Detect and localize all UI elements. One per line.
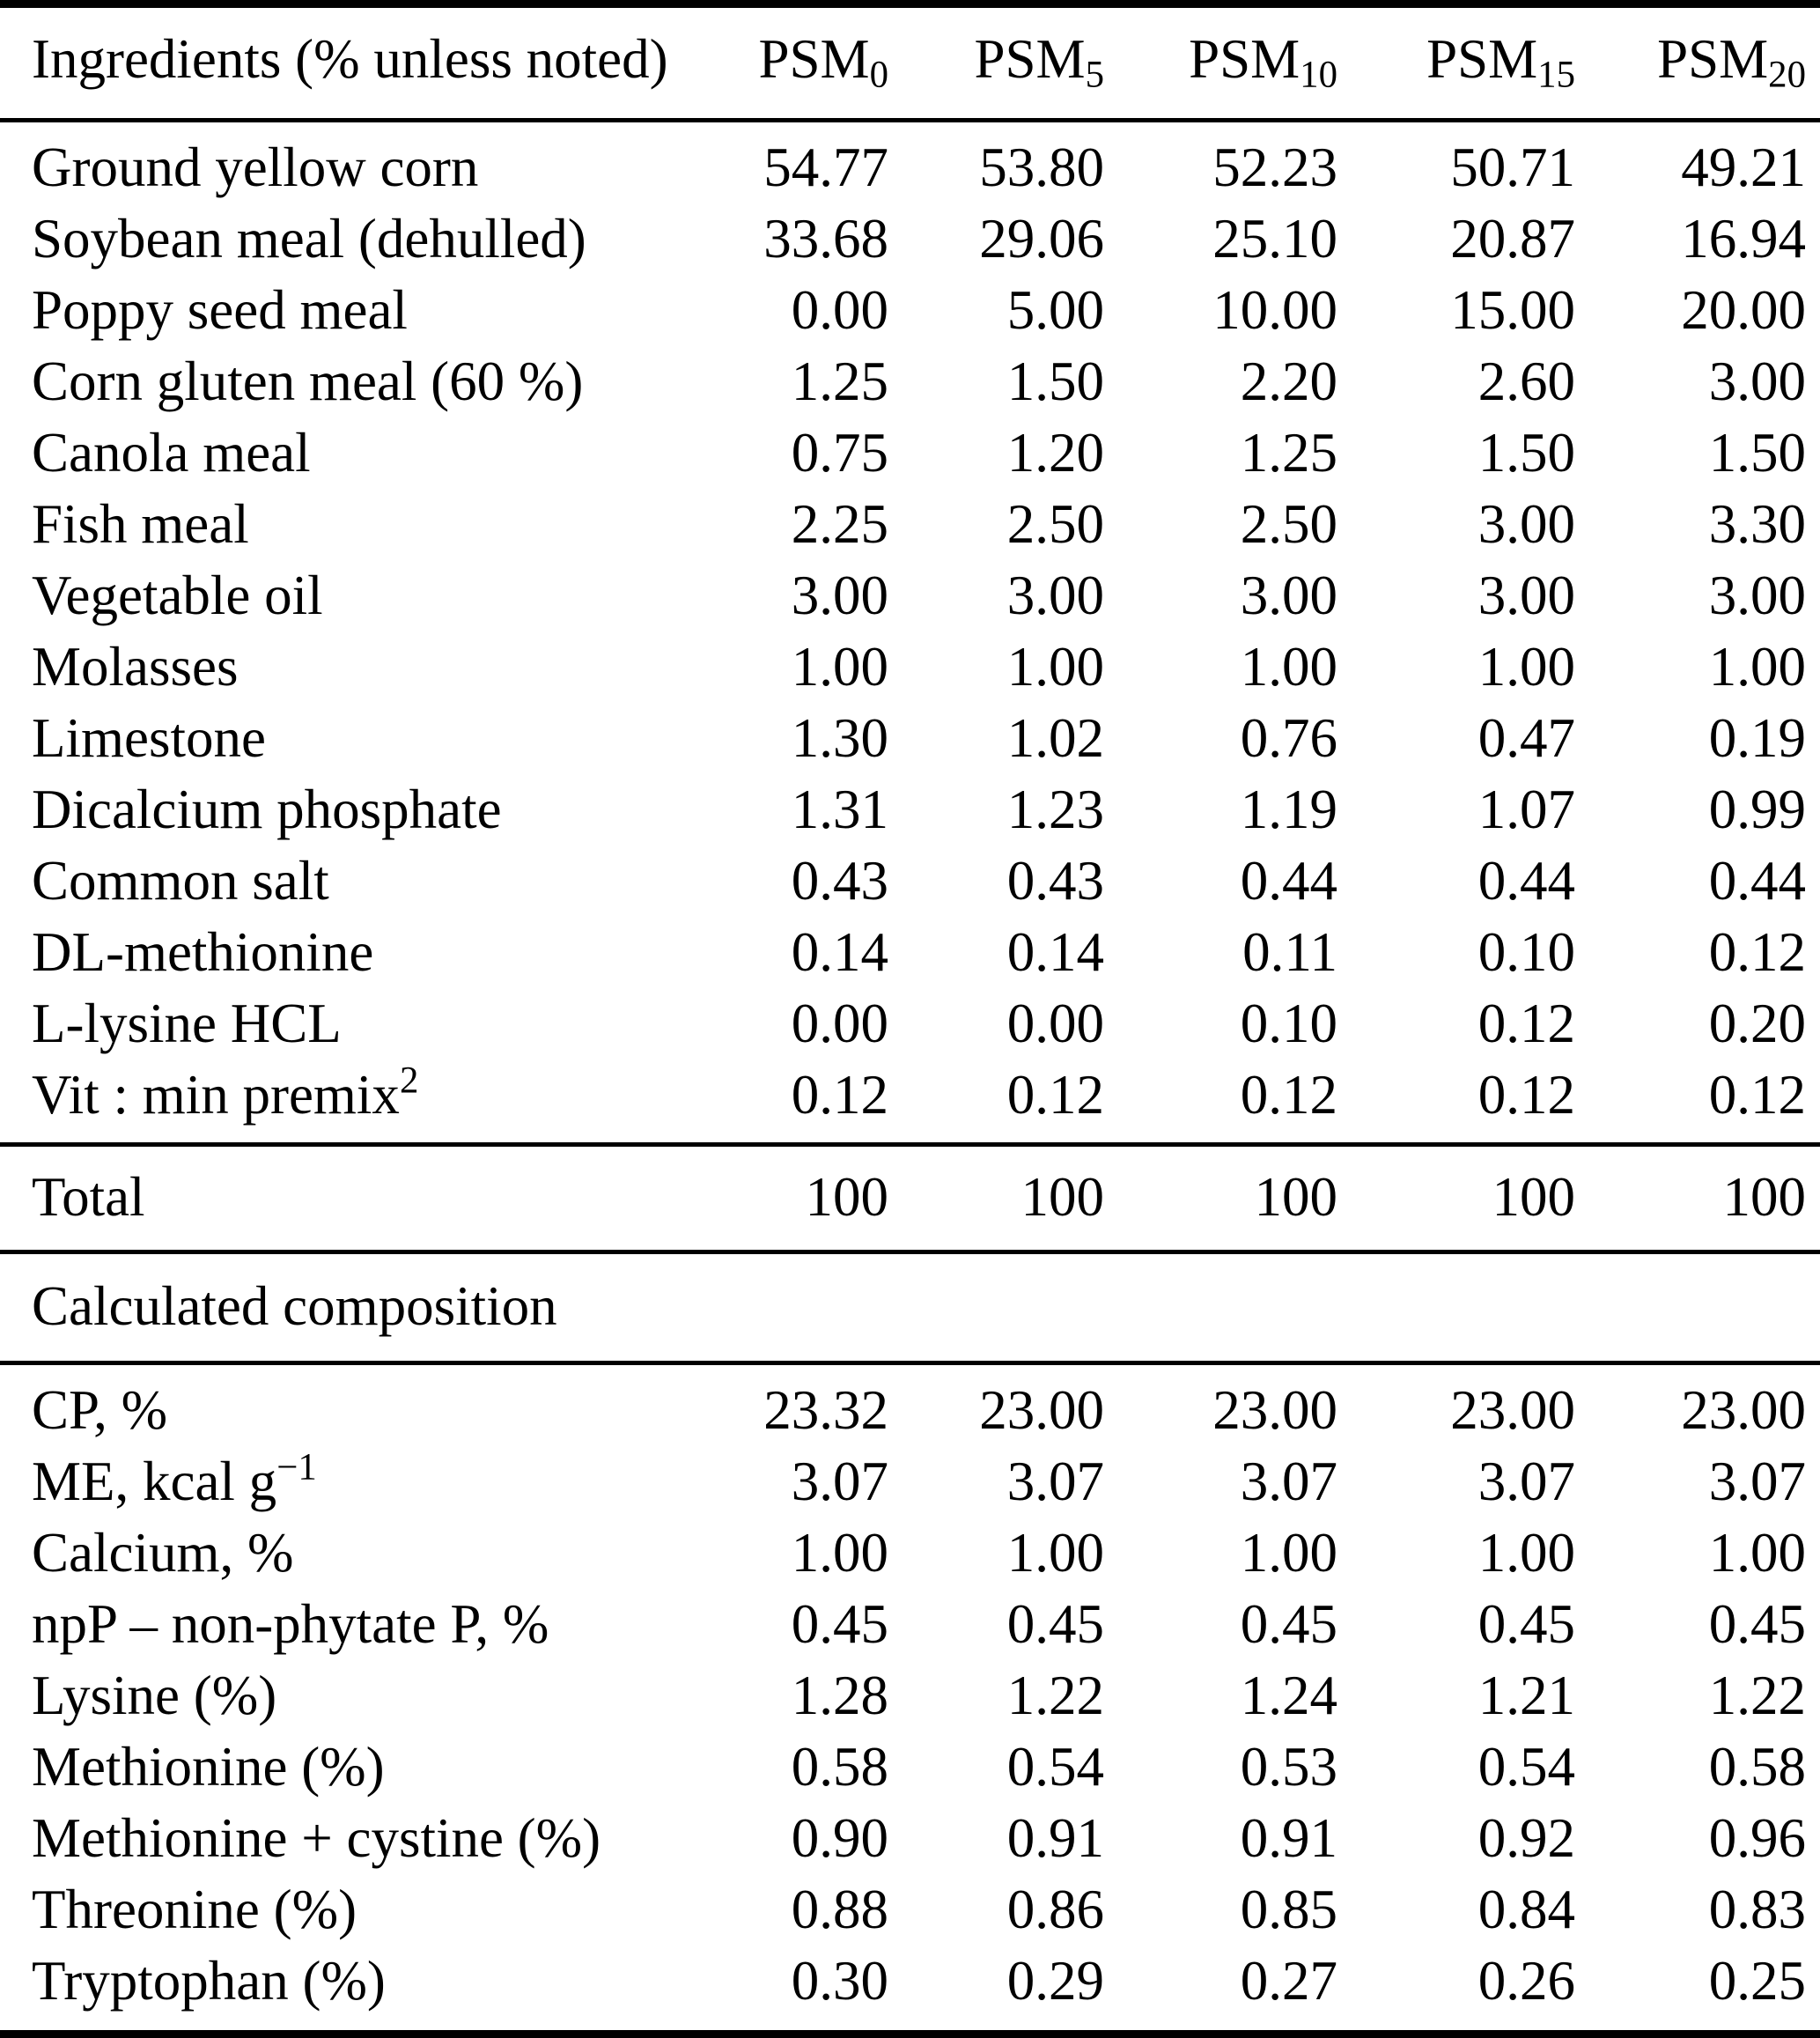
table-row <box>0 1660 1820 1732</box>
table-row <box>0 631 1820 703</box>
value-cell: 0.44 <box>1477 850 1575 912</box>
value-cell: 23.00 <box>1450 1379 1575 1441</box>
value-cell: 1.00 <box>1240 636 1337 698</box>
column-header-psm5 <box>903 4 1118 121</box>
value-cell: 100 <box>687 1145 903 1252</box>
column-header-psm10 <box>1118 4 1352 121</box>
row-label-text: Lysine (%) <box>32 1665 277 1726</box>
value-cell: 0.75 <box>791 422 888 484</box>
value-cell: 0.10 <box>1240 993 1337 1054</box>
row-label <box>0 489 687 560</box>
value-cell: 1.21 <box>1477 1665 1575 1726</box>
value-cell: 0.19 <box>1708 707 1806 769</box>
superscript: 2 <box>399 1060 419 1102</box>
row-label-text: Canola meal <box>32 422 311 484</box>
row-label <box>0 1732 687 1803</box>
value-cell: 50.71 <box>1450 137 1575 198</box>
row-label-text: Vit : min premix <box>32 1064 400 1126</box>
value-cell: 53.80 <box>979 137 1104 198</box>
value-cell: 0.11 <box>1242 921 1337 983</box>
value-cell: 1.50 <box>1708 422 1806 484</box>
table-row <box>0 1363 1820 1447</box>
value-cell: 1.00 <box>1477 1522 1575 1584</box>
value-cell: 1.00 <box>1708 636 1806 698</box>
row-label <box>0 417 687 489</box>
table-row <box>0 917 1820 988</box>
value-cell: 0.12 <box>1708 1064 1806 1126</box>
value-cell: 0.91 <box>1240 1807 1337 1869</box>
table-row <box>0 489 1820 560</box>
value-cell: 100 <box>1352 1145 1589 1252</box>
value-cell: 2.50 <box>1006 493 1104 555</box>
value-cell: 1.07 <box>1477 779 1575 840</box>
value-cell: 1.28 <box>791 1665 888 1726</box>
row-label <box>0 275 687 346</box>
row-label-text: Poppy seed meal <box>32 279 408 341</box>
value-cell: 3.07 <box>1006 1451 1104 1512</box>
value-cell: 0.96 <box>1708 1807 1806 1869</box>
value-cell: 0.12 <box>1477 993 1575 1054</box>
table-row <box>0 988 1820 1060</box>
row-label-text: ME, kcal g <box>32 1451 277 1512</box>
value-cell: 1.20 <box>1006 422 1104 484</box>
column-header-text: PSM <box>1189 28 1301 90</box>
column-header-text: PSM <box>1657 28 1769 90</box>
value-cell: 0.12 <box>1006 1064 1104 1126</box>
value-cell: 23.00 <box>1212 1379 1337 1441</box>
value-cell: 1.22 <box>1708 1665 1806 1726</box>
value-cell: 0.47 <box>1477 707 1575 769</box>
value-cell: 3.00 <box>1477 565 1575 626</box>
value-cell: 100 <box>1589 1145 1820 1252</box>
row-label-text: Limestone <box>32 707 266 769</box>
row-label-text: Common salt <box>32 850 329 912</box>
subscript: 5 <box>1085 54 1104 96</box>
value-cell: 3.00 <box>1708 565 1806 626</box>
row-label <box>0 845 687 917</box>
value-cell: 1.30 <box>791 707 888 769</box>
value-cell: 16.94 <box>1681 208 1806 270</box>
row-label-text: CP, % <box>32 1379 168 1441</box>
table-row <box>0 845 1820 917</box>
value-cell: 0.25 <box>1708 1950 1806 2012</box>
value-cell: 0.30 <box>791 1950 888 2012</box>
row-label <box>0 774 687 845</box>
value-cell: 0.12 <box>1240 1064 1337 1126</box>
value-cell: 0.43 <box>1006 850 1104 912</box>
value-cell: 0.83 <box>1708 1879 1806 1940</box>
value-cell: 1.50 <box>1006 351 1104 412</box>
value-cell: 1.22 <box>1006 1665 1104 1726</box>
row-label-text: npP – non-phytate P, % <box>32 1593 549 1655</box>
table-header <box>0 4 1820 121</box>
row-label <box>0 121 687 204</box>
value-cell: 15.00 <box>1450 279 1575 341</box>
value-cell: 54.77 <box>763 137 888 198</box>
subscript: 20 <box>1768 54 1806 96</box>
total-section <box>0 1145 1820 1252</box>
value-cell: 49.21 <box>1681 137 1806 198</box>
value-cell: 3.30 <box>1708 493 1806 555</box>
row-label <box>0 1803 687 1874</box>
table-row <box>0 203 1820 275</box>
row-label-text: Fish meal <box>32 493 249 555</box>
value-cell: 1.31 <box>791 779 888 840</box>
value-cell: 0.54 <box>1477 1736 1575 1798</box>
value-cell: 3.07 <box>791 1451 888 1512</box>
value-cell: 0.58 <box>791 1736 888 1798</box>
value-cell: 0.90 <box>791 1807 888 1869</box>
row-label <box>0 1946 687 2034</box>
value-cell: 0.00 <box>1006 993 1104 1054</box>
row-label-text: Tryptophan (%) <box>32 1950 386 2012</box>
row-label <box>0 1145 687 1252</box>
row-label <box>0 703 687 774</box>
table-row <box>0 703 1820 774</box>
row-label <box>0 1517 687 1589</box>
value-cell: 100 <box>1118 1145 1352 1252</box>
table-row <box>0 1517 1820 1589</box>
value-cell: 0.58 <box>1708 1736 1806 1798</box>
value-cell: 1.24 <box>1240 1665 1337 1726</box>
row-label <box>0 1660 687 1732</box>
table-row <box>0 417 1820 489</box>
table-row <box>0 774 1820 845</box>
value-cell: 10.00 <box>1212 279 1337 341</box>
row-label-text: Corn gluten meal (60 %) <box>32 351 584 412</box>
value-cell: 0.84 <box>1477 1879 1575 1940</box>
value-cell: 0.76 <box>1240 707 1337 769</box>
value-cell: 100 <box>903 1145 1118 1252</box>
subscript: 0 <box>869 54 888 96</box>
value-cell: 23.00 <box>1681 1379 1806 1441</box>
row-label <box>0 1874 687 1946</box>
value-cell: 1.25 <box>791 351 888 412</box>
table-row <box>0 346 1820 417</box>
row-label <box>0 1446 687 1517</box>
column-header-psm20 <box>1589 4 1820 121</box>
value-cell: 1.02 <box>1006 707 1104 769</box>
value-cell: 1.00 <box>1006 1522 1104 1584</box>
value-cell: 0.43 <box>791 850 888 912</box>
value-cell: 1.23 <box>1006 779 1104 840</box>
value-cell: 0.44 <box>1240 850 1337 912</box>
row-label-text: Vegetable oil <box>32 565 323 626</box>
value-cell: 52.23 <box>1212 137 1337 198</box>
table-row <box>0 1946 1820 2034</box>
row-label <box>0 917 687 988</box>
row-label-text: Calcium, % <box>32 1522 294 1584</box>
value-cell: 3.00 <box>791 565 888 626</box>
row-label-text: Methionine + cystine (%) <box>32 1807 601 1869</box>
table-row <box>0 121 1820 204</box>
value-cell: 23.00 <box>979 1379 1104 1441</box>
value-cell: 0.88 <box>791 1879 888 1940</box>
column-header-text: PSM <box>974 28 1086 90</box>
value-cell: 2.20 <box>1240 351 1337 412</box>
value-cell: 0.44 <box>1708 850 1806 912</box>
ingredients-section <box>0 121 1820 1145</box>
value-cell: 3.07 <box>1477 1451 1575 1512</box>
value-cell: 33.68 <box>763 208 888 270</box>
value-cell: 3.07 <box>1708 1451 1806 1512</box>
row-label-text: Dicalcium phosphate <box>32 779 502 840</box>
calculated-composition-section <box>0 1363 1820 2034</box>
value-cell: 1.00 <box>1006 636 1104 698</box>
value-cell: 1.25 <box>1240 422 1337 484</box>
section-header-row <box>0 1252 1820 1363</box>
value-cell: 2.25 <box>791 493 888 555</box>
value-cell: 0.45 <box>1708 1593 1806 1655</box>
value-cell: 0.54 <box>1006 1736 1104 1798</box>
table-row <box>0 1732 1820 1803</box>
value-cell: 1.00 <box>791 1522 888 1584</box>
value-cell: 0.86 <box>1006 1879 1104 1940</box>
value-cell: 3.00 <box>1240 565 1337 626</box>
row-label-text: Molasses <box>32 636 239 698</box>
value-cell: 0.12 <box>1477 1064 1575 1126</box>
value-cell: 0.45 <box>1477 1593 1575 1655</box>
value-cell: 1.00 <box>1240 1522 1337 1584</box>
table-row <box>0 1589 1820 1660</box>
value-cell: 20.00 <box>1681 279 1806 341</box>
value-cell: 0.29 <box>1006 1950 1104 2012</box>
calculated-composition-header-section <box>0 1252 1820 1363</box>
subscript: 15 <box>1537 54 1575 96</box>
value-cell: 23.32 <box>763 1379 888 1441</box>
value-cell: 5.00 <box>1006 279 1104 341</box>
table-row <box>0 1803 1820 1874</box>
value-cell: 0.45 <box>1240 1593 1337 1655</box>
value-cell: 3.07 <box>1240 1451 1337 1512</box>
subscript: 10 <box>1300 54 1337 96</box>
value-cell: 0.00 <box>791 279 888 341</box>
value-cell: 0.26 <box>1477 1950 1575 2012</box>
value-cell: 0.27 <box>1240 1950 1337 2012</box>
row-label <box>0 203 687 275</box>
value-cell: 20.87 <box>1450 208 1575 270</box>
value-cell: 3.00 <box>1477 493 1575 555</box>
value-cell: 29.06 <box>979 208 1104 270</box>
value-cell: 0.53 <box>1240 1736 1337 1798</box>
row-label <box>0 1363 687 1447</box>
row-label-text: Ground yellow corn <box>32 137 479 198</box>
value-cell: 0.85 <box>1240 1879 1337 1940</box>
value-cell: 0.20 <box>1708 993 1806 1054</box>
value-cell: 0.99 <box>1708 779 1806 840</box>
value-cell: 0.14 <box>791 921 888 983</box>
value-cell: 3.00 <box>1006 565 1104 626</box>
value-cell: 0.12 <box>1708 921 1806 983</box>
row-label <box>0 631 687 703</box>
header-row <box>0 4 1820 121</box>
column-header-ingredients: Ingredients (% unless noted) <box>0 4 687 121</box>
value-cell: 1.19 <box>1240 779 1337 840</box>
section-header-label: Calculated composition <box>0 1252 1820 1363</box>
row-label <box>0 1589 687 1660</box>
value-cell: 25.10 <box>1212 208 1337 270</box>
value-cell: 1.00 <box>1708 1522 1806 1584</box>
value-cell: 0.14 <box>1006 921 1104 983</box>
value-cell: 0.92 <box>1477 1807 1575 1869</box>
row-label <box>0 988 687 1060</box>
row-label-text: Threonine (%) <box>32 1879 357 1940</box>
row-label-text: DL-methionine <box>32 921 374 983</box>
table-row <box>0 560 1820 631</box>
value-cell: 0.10 <box>1477 921 1575 983</box>
value-cell: 0.45 <box>791 1593 888 1655</box>
column-header-psm0 <box>687 4 903 121</box>
superscript: −1 <box>276 1446 317 1488</box>
table-row <box>0 1446 1820 1517</box>
column-header-psm15 <box>1352 4 1589 121</box>
table-row <box>0 1874 1820 1946</box>
value-cell: 0.45 <box>1006 1593 1104 1655</box>
table-row <box>0 1145 1820 1252</box>
row-label <box>0 560 687 631</box>
column-header-text: PSM <box>758 28 870 90</box>
table-row <box>0 275 1820 346</box>
row-label-text: Soybean meal (dehulled) <box>32 208 586 270</box>
value-cell: 2.60 <box>1477 351 1575 412</box>
row-label-text: Total <box>32 1166 145 1228</box>
value-cell: 0.12 <box>791 1064 888 1126</box>
value-cell: 1.00 <box>791 636 888 698</box>
value-cell: 2.50 <box>1240 493 1337 555</box>
table-row <box>0 1060 1820 1145</box>
row-label <box>0 346 687 417</box>
row-label <box>0 1060 687 1145</box>
value-cell: 1.00 <box>1477 636 1575 698</box>
value-cell: 1.50 <box>1477 422 1575 484</box>
row-label-text: L-lysine HCL <box>32 993 342 1054</box>
value-cell: 3.00 <box>1708 351 1806 412</box>
value-cell: 0.00 <box>791 993 888 1054</box>
row-label-text: Methionine (%) <box>32 1736 385 1798</box>
column-header-text: PSM <box>1426 28 1538 90</box>
value-cell: 0.91 <box>1006 1807 1104 1869</box>
